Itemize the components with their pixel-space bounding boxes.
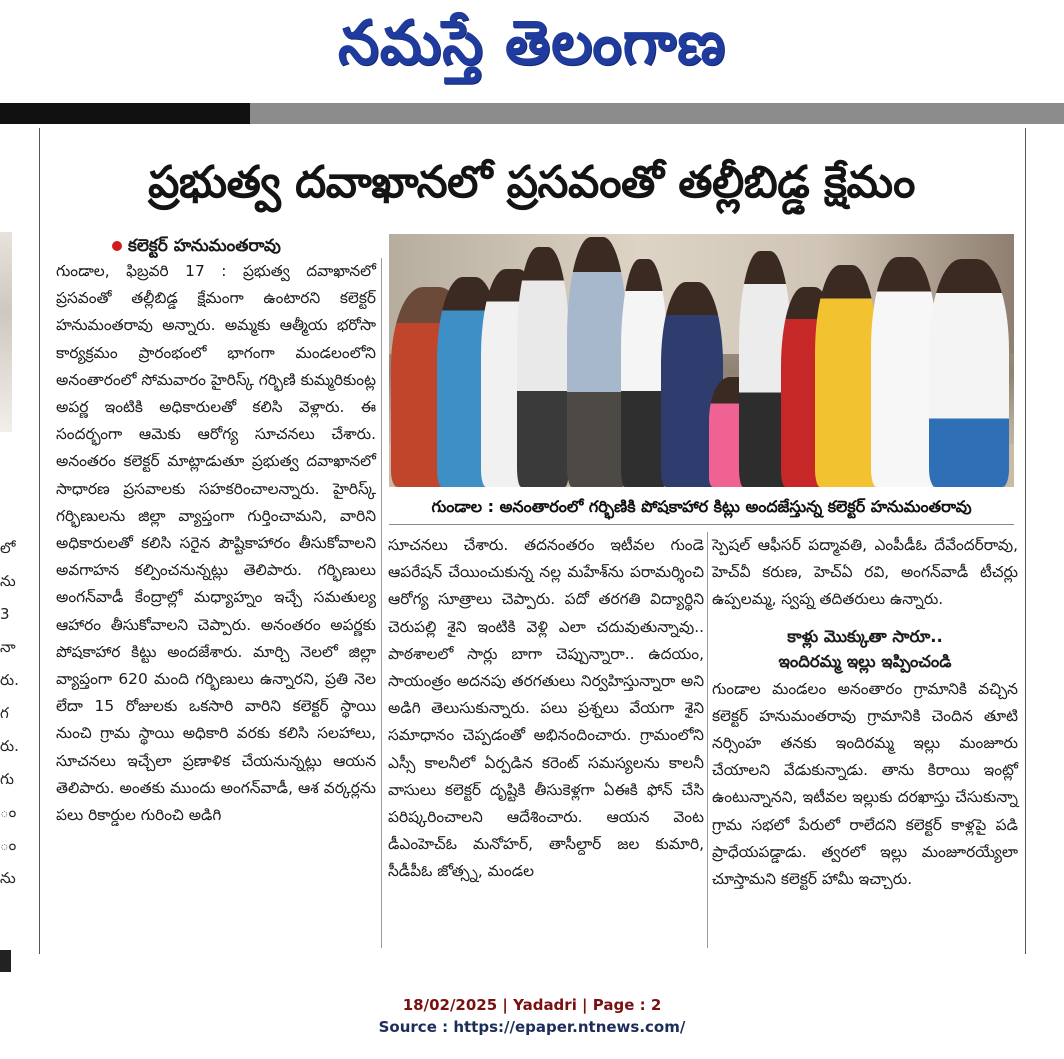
adjacent-text-fragment: ం (0, 836, 17, 854)
adjacent-block (0, 950, 11, 972)
newspaper-logo: నమస్తే తెలంగాణ (338, 6, 726, 78)
article-headline: ప్రభుత్వ దవాఖానలో ప్రసవంతో తల్లీబిడ్డ క్షేమం (148, 157, 915, 208)
byline-text: కలెక్టర్ హనుమంతరావు (128, 236, 281, 256)
column-1-text: గుండాల, ఫిబ్రవరి 17 : ప్రభుత్వ దవాఖానలో ప్రసవంతో తల్లీబిడ్డ క్షేమంగా ఉంటారని కలెక్టర్ హనుమంతరావు అన్నారు. అమ్మకు ఆత్మీయ భరోసా కార్యక్రమం ప్రారంభంలో భాగంగా మండలంలోని అనంతారంలో సోమవారం హైరిస్క్ గర్భిణి కుమ్మరికుంట్ల అపర్ణ ఇంటికి అధికారులతో కలిసి వెళ్లారు. ఈ సందర్భంగా ఆమెకు ఆరోగ్య సూచనలు చేశారు. అనంతరం కలెక్టర్ మాట్లాడుతూ ప్రభుత్వ దవాఖానలో సాధారణ ప్రసవాలకు సహకరించాలన్నారు. హైరిస్క్ గర్భిణులను జిల్లా వ్యాప్తంగా గుర్తించామని, వారిని అధికారులతో కలిసి సరైన పౌష్టికాహారం తీసుకోవాలని అవగాహన కల్పించనున్నట్లు తెలిపారు. గర్భిణులు అంగన్‌వాడీ కేంద్రాల్లో మధ్యాహ్నం ఇచ్చే సమతుల్య ఆహారం తీసుకోవాలని చెప్పారు. అనంతరం అపర్ణకు పోషకాహార కిట్టు అందజేశారు. మార్చి నెలలో జిల్లా వ్యాప్తంగా 620 మంది గర్భిణులు ఉన్నారని, ప్రతి నెల లేదా 15 రోజులకు ఒకసారి వారిని కలెక్టర్ స్థాయి నుంచి గ్రామ స్థాయి అధికారి వరకు కలిసి సలహాలు, సూచనలు ఇచ్చేలా ప్రణాళిక చేయనున్నట్లు ఆయన తెలిపారు. అంతకు ముందు అంగన్‌వాడీ, ఆశ వర్కర్లను పలు రికార్డుల గురించి అడిగి (56, 262, 376, 825)
column-3-body: గుండాల మండలం అనంతారం గ్రామానికి వచ్చిన కలెక్టర్ హనుమంతరావు గ్రామానికి చెందిన తూటి నర్సింహ తనకు ఇందిరమ్మ ఇల్లు మంజూరు చేయాలని వేడుకున్నాడు. తాను కిరాయి ఇంట్లో ఉంటున్నానని, ఇటీవల ఇల్లుకు దరఖాస్తు చేసుకున్నా గ్రామ సభలో పేరులో రాలేదని కలెక్టర్ కాళ్లపై పడి ప్రాధేయపడ్డాడు. త్వరలో ఇల్లు మంజూరయ్యేలా చూస్తామని కలెక్టర్ హామీ ఇచ్చారు. (712, 679, 1018, 889)
adjacent-text-fragment: లో (0, 539, 16, 557)
photo-person (871, 257, 937, 487)
column-divider (381, 258, 382, 948)
header-rule-dark (0, 103, 250, 124)
caption-rule (389, 524, 1014, 525)
sub-headline-line-2: ఇందిరమ్మ ఇల్లు ఇప్పించండి (778, 651, 952, 671)
adjacent-text-fragment: ను (0, 869, 16, 887)
adjacent-text-fragment: రు. (0, 671, 19, 689)
photo-person (929, 259, 1009, 487)
adjacent-text-fragment: 3 (0, 605, 10, 623)
adjacent-photo-sliver (0, 232, 12, 432)
sub-headline-line-1: కాళ్లు మొక్కుతా సారూ.. (787, 626, 943, 646)
masthead (0, 0, 1064, 100)
article-photo (389, 234, 1014, 487)
adjacent-article-right (1056, 150, 1064, 630)
adjacent-text-fragment: ం (0, 803, 17, 821)
adjacent-article-left (0, 232, 19, 972)
bullet-icon (112, 241, 122, 251)
footer-date-line: 18/02/2025 | Yadadri | Page : 2 (402, 996, 662, 1014)
adjacent-text-fragment: ను (0, 572, 16, 590)
adjacent-text-fragment: గ (0, 704, 9, 722)
byline (112, 236, 281, 260)
column-2-text: సూచనలు చేశారు. తదనంతరం ఇటీవల గుండె ఆపరేషన్ చేయించుకున్న నల్ల మహేశ్‌ను పరామర్శించి ఆరోగ్య సూత్రాలు చెప్పారు. పదో తరగతి విద్యార్థిని చెరుపల్లి శైని ఇంటికి వెళ్లి ఎలా చదువుతున్నావు.. పాఠశాలలో సార్లు బాగా చెప్పున్నారా.. ఉదయం, సాయంత్రం అదనపు తరగతులు నిర్వహిస్తున్నారా అని అడిగి తెలుసుకున్నారు. పలు ప్రశ్నలు వేయగా శైని సమాధానం చెప్పడంతో అభినందించారు. గ్రామంలోని ఎస్సీ కాలనీలో ఏర్పడిన కరెంట్ సమస్యలను కాలనీ వాసులు కలెక్టర్ దృష్టికి తీసుకెళ్లగా ఏఈకి ఫోన్ చేసి పరిష్కరించాలని ఆదేశించారు. ఆయన వెంట డీఎంహెచ్‌ఓ మనోహర్, తాసీల్దార్ జల కుమారి, సీడీపీఓ జోత్స్న, మండల (388, 536, 704, 881)
article-column-1 (56, 258, 376, 829)
sub-headline (712, 624, 1018, 674)
page-footer (0, 994, 1064, 1038)
photo-person (815, 265, 877, 487)
adjacent-text-fragment: గు (0, 770, 14, 788)
adjacent-text-sliver (0, 532, 19, 895)
footer-source-line: Source : https://epaper.ntnews.com/ (378, 1018, 686, 1036)
article-column-3 (712, 532, 1018, 893)
column-divider (707, 532, 708, 948)
column-3-intro: స్పెషల్ ఆఫీసర్ పద్మావతి, ఎంపీడీఓ దేవేందర్‌రావు, హెచ్‌వీ కరుణ, హెచ్‌ఏ రవి, అంగన్‌వాడీ టీచర్లు ఉప్పలమ్మ, స్వప్న తదితరులు ఉన్నారు. (712, 536, 1018, 609)
photo-caption: గుండాల : అనంతారంలో గర్భిణికి పోషకాహార కిట్లు అందజేస్తున్న కలెక్టర్ హనుమంతరావు (431, 497, 972, 516)
photo-person (517, 247, 569, 487)
adjacent-text-fragment: నా (0, 638, 16, 656)
photo-person (567, 237, 627, 487)
article-column-2 (388, 532, 704, 886)
adjacent-text-fragment: రు. (0, 737, 19, 755)
